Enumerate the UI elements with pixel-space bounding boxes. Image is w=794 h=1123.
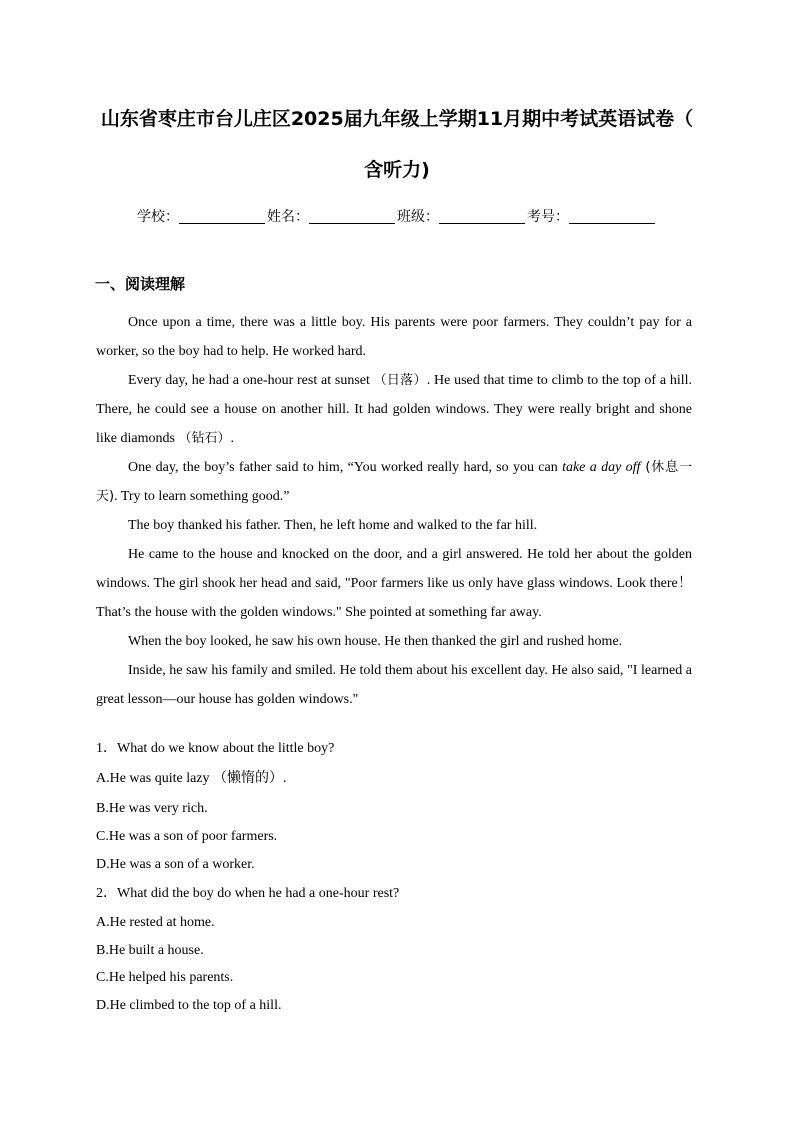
- name-blank[interactable]: [309, 209, 395, 224]
- school-blank[interactable]: [179, 209, 265, 224]
- question-2-option-a[interactable]: A.He rested at home.: [96, 915, 215, 930]
- name-label: 姓名：: [267, 209, 309, 225]
- passage-paragraph-2: Every day, he had a one-hour rest at sunset （日落）. He used that time to climb to the top of a hill. There, he could see a house on another hill. It had golden windows. They were really bright and shone like diamonds （钻石）.: [96, 373, 692, 446]
- question-1-option-a[interactable]: A.He was quite lazy （懒惰的）.: [96, 771, 287, 786]
- number-blank[interactable]: [569, 209, 655, 224]
- question-1-option-c[interactable]: C.He was a son of poor farmers.: [96, 829, 278, 844]
- question-1-option-b[interactable]: B.He was very rich.: [96, 801, 208, 816]
- exam-title-line2: 含听力): [364, 159, 430, 181]
- question-2-stem: 2．What did the boy do when he had a one-hour rest?: [96, 886, 400, 901]
- class-blank[interactable]: [439, 209, 525, 224]
- question-2-option-c[interactable]: C.He helped his parents.: [96, 970, 234, 985]
- question-2-option-d[interactable]: D.He climbed to the top of a hill.: [96, 998, 282, 1013]
- passage-paragraph-3: One day, the boy’s father said to him, “You worked really hard, so you can take a day off (休息一天). Try to learn something good.”: [96, 460, 692, 504]
- exam-title-line1: 山东省枣庄市台儿庄区2025届九年级上学期11月期中考试英语试卷（: [100, 108, 694, 130]
- question-1-stem: 1．What do we know about the little boy?: [96, 741, 335, 756]
- student-info-row: [0, 206, 794, 226]
- reading-passage: [96, 308, 692, 714]
- question-2-option-b[interactable]: B.He built a house.: [96, 943, 204, 958]
- class-label: 班级：: [397, 209, 439, 225]
- passage-paragraph-6: When the boy looked, he saw his own house. He then thanked the girl and rushed home.: [128, 634, 623, 649]
- question-1-option-d[interactable]: D.He was a son of a worker.: [96, 857, 255, 872]
- passage-paragraph-7: Inside, he saw his family and smiled. He told them about his excellent day. He also said, "I learned a great lesson—our house has golden windows.": [96, 663, 692, 707]
- section-heading: 一、阅读理解: [95, 275, 186, 293]
- school-label: 学校：: [137, 209, 179, 225]
- number-label: 考号：: [527, 209, 569, 225]
- passage-paragraph-1: Once upon a time, there was a little boy. His parents were poor farmers. They couldn’t pay for a worker, so the boy had to help. He worked hard.: [96, 315, 692, 359]
- passage-paragraph-5: He came to the house and knocked on the door, and a girl answered. He told her about the golden windows. The girl shook her head and said, "Poor farmers like us only have glass windows. Look there！ That’s the house with the golden windows." She pointed at something far away.: [96, 547, 692, 620]
- passage-paragraph-4: The boy thanked his father. Then, he left home and walked to the far hill.: [128, 518, 538, 533]
